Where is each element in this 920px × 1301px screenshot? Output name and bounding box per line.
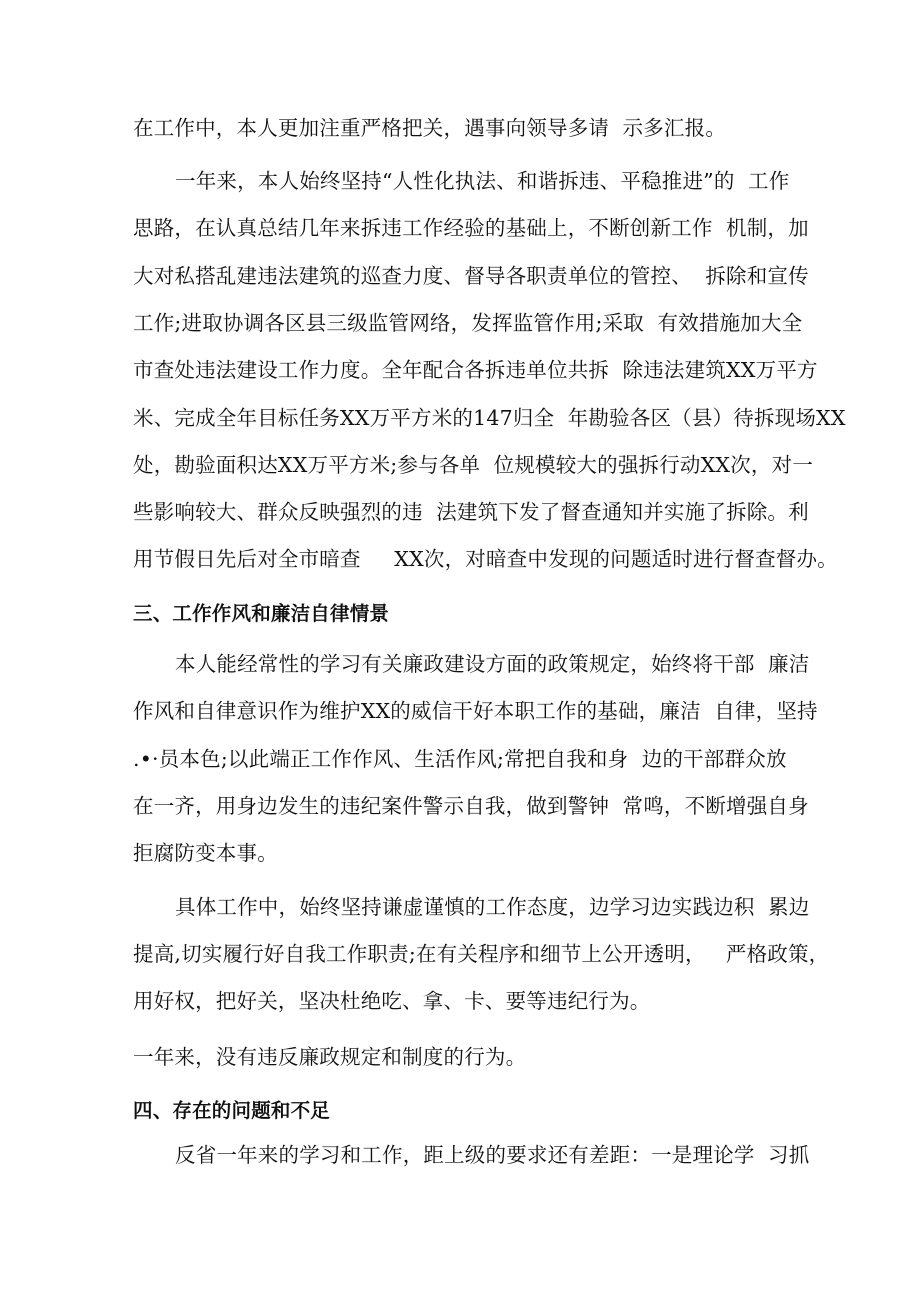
- section-heading: 四、存在的问题和不足: [133, 1099, 331, 1122]
- paragraph-line: 大对私搭乱建违法建筑的巡查力度、督导各职责单位的管控、 拆除和宣传: [133, 264, 809, 288]
- paragraph-line: 工作;进取协调各区县三级监管网络，发挥监管作用;采取 有效措施加大全: [133, 311, 803, 335]
- paragraph-line: 提高,切实履行好自我工作职责;在有关程序和细节上公开透明， 严格政策，: [133, 942, 830, 966]
- paragraph-line: 作风和自律意识作为维护XX的威信干好本职工作的基础，廉洁 自律，坚持: [133, 699, 818, 723]
- paragraph-line: 拒腐防变本事。: [133, 841, 278, 865]
- paragraph-line: 用节假日先后对全市暗查 XX次，对暗查中发现的问题适时进行督查督办。: [133, 547, 838, 571]
- paragraph-line: 具体工作中，始终坚持谦虚谨慎的工作态度，边学习边实践边积 累边: [175, 895, 810, 919]
- paragraph-line: 处，勘验面积达XX万平方米;参与各单 位规模较大的强拆行动XX次，对一: [133, 453, 814, 477]
- paragraph-line: 在工作中，本人更加注重严格把关，遇事向领导多请 示多汇报。: [133, 116, 727, 140]
- paragraph-line: 些影响较大、群众反映强烈的违 法建筑下发了督查通知并实施了拆除。利: [133, 500, 809, 524]
- paragraph-line: 思路，在认真总结几年来拆违工作经验的基础上，不断创新工作 机制，加: [133, 216, 809, 240]
- paragraph-line: 米、完成全年目标任务XX万平方米的147归全 年勘验各区（县）待拆现场XX: [133, 406, 846, 430]
- paragraph-line: 本人能经常性的学习有关廉政建设方面的政策规定，始终将干部 廉洁: [175, 652, 810, 676]
- paragraph-line: 反省一年来的学习和工作，距上级的要求还有差距：一是理论学 习抓: [175, 1143, 810, 1167]
- paragraph-line: .•·员本色;以此端正工作作风、生活作风;常把自我和身 边的干部群众放: [133, 747, 787, 771]
- paragraph-line: 一年来，本人始终坚持“人性化执法、和谐拆违、平稳推进”的 工作: [175, 169, 790, 193]
- section-heading: 三、工作作风和廉洁自律情景: [133, 602, 390, 625]
- paragraph-line: 用好权，把好关，坚决杜绝吃、拿、卡、要等违纪行为。: [133, 989, 651, 1013]
- paragraph-line: 在一齐，用身边发生的违纪案件警示自我，做到警钟 常鸣，不断增强自身: [133, 794, 809, 818]
- paragraph-line: 一年来，没有违反廉政规定和制度的行为。: [133, 1045, 527, 1069]
- paragraph-line: 市查处违法建设工作力度。全年配合各拆违单位共拆 除违法建筑XX万平方: [133, 358, 818, 382]
